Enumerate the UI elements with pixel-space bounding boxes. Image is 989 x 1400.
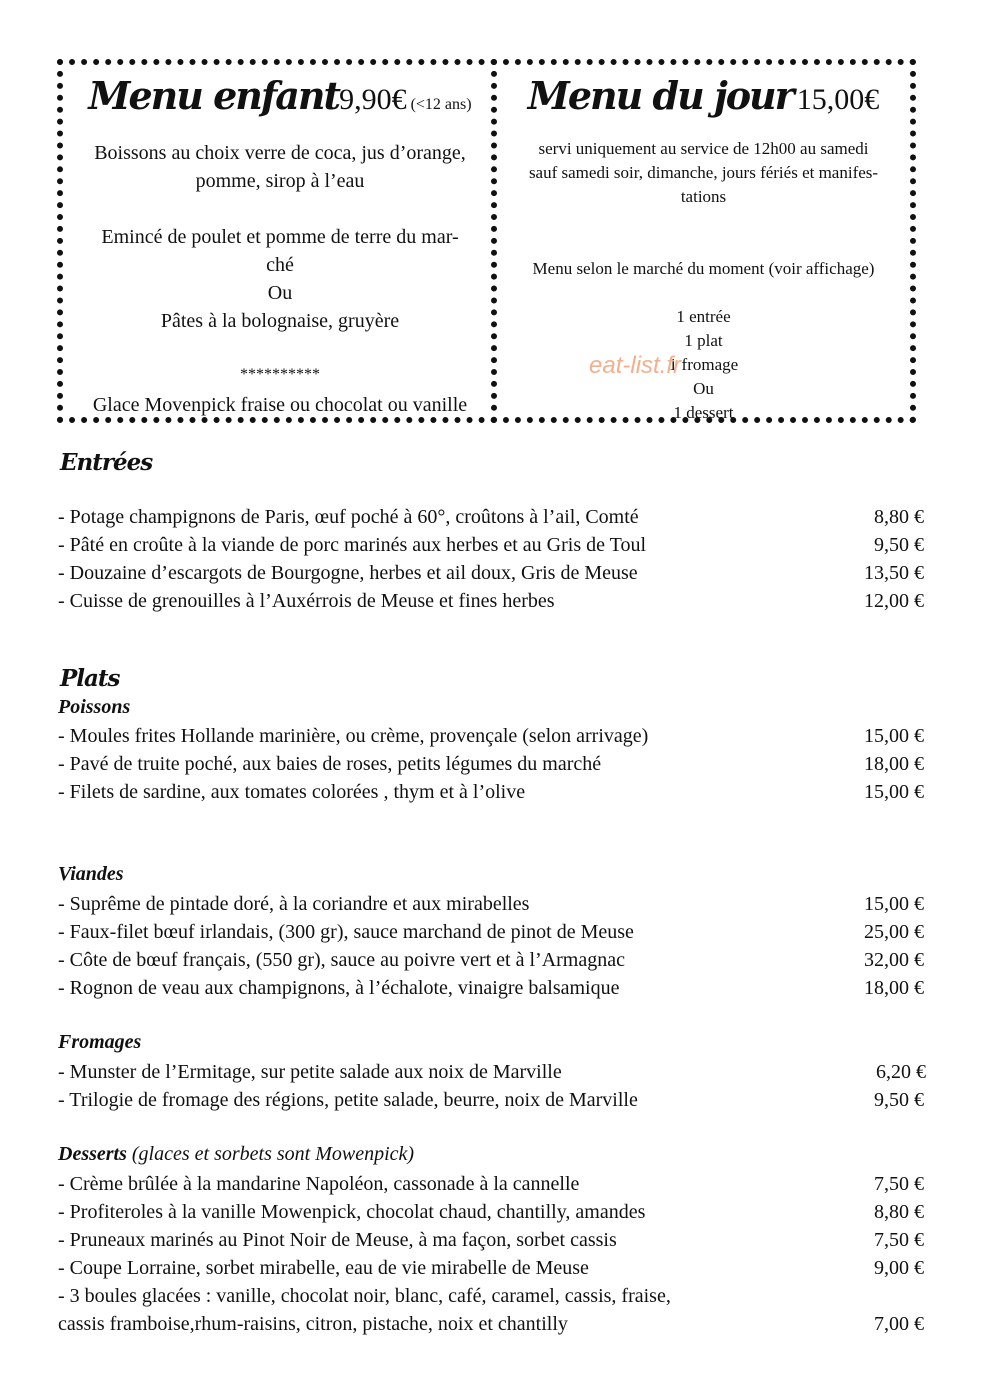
menu-enfant-line: Boissons au choix verre de coca, jus d’orange, bbox=[94, 142, 466, 164]
item-name: cassis framboise,rhum-raisins, citron, pistache, noix et chantilly bbox=[58, 1313, 568, 1335]
section-title-plats: Plats bbox=[60, 665, 120, 692]
item-name: - Pavé de truite poché, aux baies de roses, petits légumes du marché bbox=[58, 753, 602, 775]
menu-jour-line: 1 entrée bbox=[676, 307, 731, 326]
menu-enfant-price: 9,90€ bbox=[339, 83, 407, 116]
item-price: 15,00 € bbox=[864, 893, 924, 915]
menu-enfant-line: pomme, sirop à l’eau bbox=[195, 170, 365, 192]
item-name: - Faux-filet bœuf irlandais, (300 gr), sauce marchand de pinot de Meuse bbox=[58, 921, 634, 943]
menu-enfant-line: Pâtes à la bolognaise, gruyère bbox=[160, 310, 400, 332]
desserts-note: (glaces et sorbets sont Mowenpick) bbox=[131, 1143, 415, 1165]
menu-jour-line: Menu selon le marché du moment (voir affichage) bbox=[532, 259, 875, 278]
section-title-entrees: Entrées bbox=[60, 449, 153, 476]
item-price: 6,20 € bbox=[876, 1061, 926, 1083]
menu-jour-price: 15,00€ bbox=[796, 83, 880, 116]
menu-enfant-separator: ********** bbox=[240, 366, 320, 383]
item-price: 25,00 € bbox=[864, 921, 924, 943]
item-price: 18,00 € bbox=[864, 753, 924, 775]
menu-jour-line: tations bbox=[680, 187, 727, 206]
item-name: - Potage champignons de Paris, œuf poché à 60°, croûtons à l’ail, Comté bbox=[58, 506, 639, 528]
menu-enfant-line: Emincé de poulet et pomme de terre du mar- bbox=[101, 226, 459, 248]
menu-jour-line: 1 dessert bbox=[673, 403, 734, 422]
menu-jour-box bbox=[491, 59, 916, 423]
menu-jour-line: 1 fromage bbox=[668, 355, 739, 374]
menu-boxes bbox=[57, 59, 916, 423]
item-price: 9,50 € bbox=[874, 534, 924, 556]
item-price: 9,00 € bbox=[874, 1257, 924, 1279]
item-name: - Suprême de pintade doré, à la coriandre et aux mirabelles bbox=[58, 893, 530, 915]
menu-enfant-box bbox=[57, 59, 497, 423]
menu-jour-line: 1 plat bbox=[684, 331, 723, 350]
item-name: - Trilogie de fromage des régions, petite salade, beurre, noix de Marville bbox=[58, 1089, 638, 1111]
item-name: - Coupe Lorraine, sorbet mirabelle, eau de vie mirabelle de Meuse bbox=[58, 1257, 589, 1279]
subsection-title-poissons: Poissons bbox=[58, 696, 131, 718]
item-name: - Cuisse de grenouilles à l’Auxérrois de Meuse et fines herbes bbox=[58, 590, 555, 612]
item-price: 15,00 € bbox=[864, 725, 924, 747]
menu-jour-line: Ou bbox=[693, 379, 714, 398]
desserts-title: Desserts bbox=[58, 1143, 127, 1165]
subsection-title-desserts bbox=[58, 1143, 414, 1166]
menu-enfant-title: Menu enfant bbox=[88, 73, 340, 118]
item-name: - Rognon de veau aux champignons, à l’échalote, vinaigre balsamique bbox=[58, 977, 620, 999]
menu-jour-line: servi uniquement au service de 12h00 au samedi bbox=[538, 139, 869, 158]
item-price: 15,00 € bbox=[864, 781, 924, 803]
menu-jour-title: Menu du jour bbox=[527, 73, 793, 118]
item-price: 18,00 € bbox=[864, 977, 924, 999]
item-price: 7,50 € bbox=[874, 1173, 924, 1195]
menu-enfant-line: ché bbox=[266, 254, 294, 276]
item-name: - Crème brûlée à la mandarine Napoléon, cassonade à la cannelle bbox=[58, 1173, 580, 1195]
item-name: - Profiteroles à la vanille Mowenpick, chocolat chaud, chantilly, amandes bbox=[58, 1201, 646, 1223]
menu-jour-header bbox=[497, 73, 910, 118]
item-name: - Pruneaux marinés au Pinot Noir de Meuse, à ma façon, sorbet cassis bbox=[58, 1229, 617, 1251]
item-price: 8,80 € bbox=[874, 506, 924, 528]
menu-enfant-line: Ou bbox=[267, 282, 293, 304]
item-price: 32,00 € bbox=[864, 949, 924, 971]
menu-enfant-header bbox=[63, 73, 497, 118]
item-name: - Côte de bœuf français, (550 gr), sauce au poivre vert et à l’Armagnac bbox=[58, 949, 625, 971]
item-name: - Filets de sardine, aux tomates colorées , thym et à l’olive bbox=[58, 781, 526, 803]
subsection-title-fromages: Fromages bbox=[58, 1031, 142, 1053]
item-price: 9,50 € bbox=[874, 1089, 924, 1111]
item-price: 7,50 € bbox=[874, 1229, 924, 1251]
item-name: - Douzaine d’escargots de Bourgogne, herbes et ail doux, Gris de Meuse bbox=[58, 562, 638, 584]
item-price: 8,80 € bbox=[874, 1201, 924, 1223]
menu-enfant-age: (<12 ans) bbox=[410, 96, 472, 113]
item-name: - 3 boules glacées : vanille, chocolat noir, blanc, café, caramel, cassis, fraise, bbox=[58, 1285, 671, 1307]
item-price: 13,50 € bbox=[864, 562, 924, 584]
item-price: 7,00 € bbox=[874, 1313, 924, 1335]
item-name: - Pâté en croûte à la viande de porc marinés aux herbes et au Gris de Toul bbox=[58, 534, 647, 556]
subsection-title-viandes: Viandes bbox=[58, 863, 124, 885]
item-name: - Munster de l’Ermitage, sur petite salade aux noix de Marville bbox=[58, 1061, 562, 1083]
watermark: eat-list.fr bbox=[589, 352, 682, 379]
menu-enfant-line: Glace Movenpick fraise ou chocolat ou vanille bbox=[92, 394, 468, 416]
menu-jour-line: sauf samedi soir, dimanche, jours fériés et manifes- bbox=[528, 163, 879, 182]
item-price: 12,00 € bbox=[864, 590, 924, 612]
item-name: - Moules frites Hollande marinière, ou crème, provençale (selon arrivage) bbox=[58, 725, 649, 747]
